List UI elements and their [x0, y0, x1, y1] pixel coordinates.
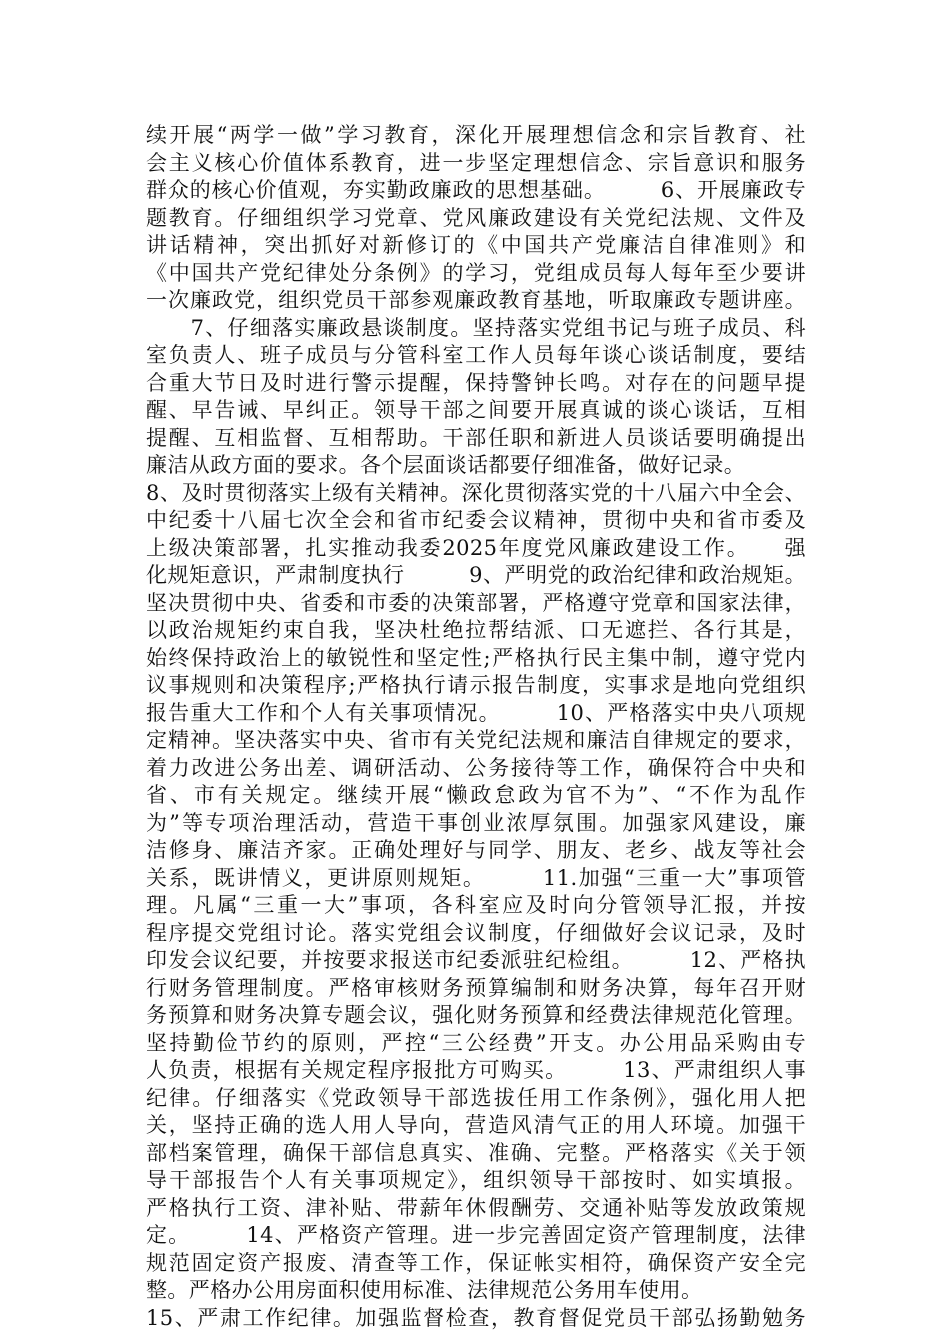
text-line: 严格执行工资、津补贴、带薪年休假酬劳、交通补贴等发放政策规 [146, 1195, 806, 1220]
text-line: 始终保持政治上的敏锐性和坚定性;严格执行民主集中制，遵守党内 [146, 645, 806, 670]
text-line: 题教育。仔细组织学习党章、党风廉政建设有关党纪法规、文件及 [146, 205, 806, 230]
text-line: 整。严格办公用房面积使用标准、法律规范公务用车使用。 [146, 1278, 703, 1302]
text-line: 导干部报告个人有关事项规定》，组织领导干部按时、如实填报。 [146, 1168, 806, 1192]
text-line: 坚决贯彻中央、省委和市委的决策部署，严格遵守党章和国家法律， [146, 590, 806, 615]
text-line: 《中国共产党纪律处分条例》的学习，党组成员每人每年至少要讲 [146, 260, 806, 285]
text-line: 为”等专项治理活动，营造干事创业浓厚氛围。加强家风建设，廉 [146, 810, 806, 835]
text-line: 廉洁从政方面的要求。各个层面谈话都要仔细准备，做好记录。 [146, 453, 746, 477]
text-line: 群众的核心价值观，夯实勤政廉政的思想基础。 6、开展廉政专 [146, 178, 806, 202]
text-line: 人负责，根据有关规定程序报批方可购买。 13、严肃组织人事 [146, 1058, 806, 1082]
text-line: 以政治规矩约束自我，坚决杜绝拉帮结派、口无遮拦、各行其是， [146, 618, 806, 642]
text-line: 续开展“两学一做”学习教育，深化开展理想信念和宗旨教育、社 [146, 123, 806, 147]
text-line: 8、及时贯彻落实上级有关精神。深化贯彻落实党的十八届六中全会、 [146, 480, 806, 505]
text-line: 务预算和财务决算专题会议，强化财务预算和经费法律规范化管理。 [146, 1003, 806, 1027]
text-line: 讲话精神，突出抓好对新修订的《中国共产党廉洁自律准则》和 [146, 233, 806, 257]
text-line: 醒、早告诫、早纠正。领导干部之间要开展真诚的谈心谈话，互相 [146, 398, 806, 422]
text-line: 上级决策部署，扎实推动我委2025年度党风廉政建设工作。 强 [146, 535, 806, 560]
text-line: 部档案管理，确保干部信息真实、准确、完整。严格落实《关于领 [146, 1140, 806, 1165]
text-line: 理。凡属“三重一大”事项，各科室应及时向分管领导汇报，并按 [146, 893, 806, 917]
text-line: 会主义核心价值体系教育，进一步坚定理想信念、宗旨意识和服务 [146, 150, 806, 175]
text-line: 省、市有关规定。继续开展“懒政怠政为官不为”、“不作为乱作 [146, 783, 806, 807]
text-line: 定。 14、严格资产管理。进一步完善固定资产管理制度，法律 [146, 1223, 806, 1247]
text-line: 关系，既讲情义，更讲原则规矩。 11.加强“三重一大”事项管 [146, 865, 806, 890]
text-line: 坚持勤俭节约的原则，严控“三公经费”开支。办公用品采购由专 [146, 1030, 806, 1055]
text-line: 印发会议纪要，并按要求报送市纪委派驻纪检组。 12、严格执 [146, 948, 806, 972]
text-line: 报告重大工作和个人有关事项情况。 10、严格落实中央八项规 [146, 700, 806, 725]
text-line: 关，坚持正确的选人用人导向，营造风清气正的用人环境。加强干 [146, 1113, 806, 1137]
text-line: 合重大节日及时进行警示提醒，保持警钟长鸣。对存在的问题早提 [146, 370, 806, 395]
text-line: 议事规则和决策程序;严格执行请示报告制度，实事求是地向党组织 [146, 673, 806, 697]
text-line: 15、严肃工作纪律。加强监督检查，教育督促党员干部弘扬勤勉务 [146, 1305, 806, 1330]
body-text [146, 122, 806, 1332]
text-line: 7、仔细落实廉政悬谈制度。坚持落实党组书记与班子成员、科 [146, 315, 806, 340]
text-line: 程序提交党组讨论。落实党组会议制度，仔细做好会议记录，及时 [146, 920, 806, 945]
text-line: 规范固定资产报废、清查等工作，保证帐实相符，确保资产安全完 [146, 1250, 806, 1275]
text-line: 行财务管理制度。严格审核财务预算编制和财务决算，每年召开财 [146, 975, 806, 1000]
text-line: 提醒、互相监督、互相帮助。干部任职和新进人员谈话要明确提出 [146, 425, 806, 450]
text-line: 中纪委十八届七次全会和省市纪委会议精神，贯彻中央和省市委及 [146, 508, 806, 532]
text-line: 纪律。仔细落实《党政领导干部选拔任用工作条例》，强化用人把 [146, 1085, 806, 1110]
text-line: 一次廉政党，组织党员干部参观廉政教育基地，听取廉政专题讲座。 [146, 288, 806, 312]
text-line: 着力改进公务出差、调研活动、公务接待等工作，确保符合中央和 [146, 755, 806, 780]
text-line: 室负责人、班子成员与分管科室工作人员每年谈心谈话制度，要结 [146, 343, 806, 367]
text-line: 化规矩意识，严肃制度执行 9、严明党的政治纪律和政治规矩。 [146, 563, 806, 587]
text-line: 定精神。坚决落实中央、省市有关党纪法规和廉洁自律规定的要求， [146, 728, 806, 752]
text-line: 洁修身、廉洁齐家。正确处理好与同学、朋友、老乡、战友等社会 [146, 838, 806, 862]
